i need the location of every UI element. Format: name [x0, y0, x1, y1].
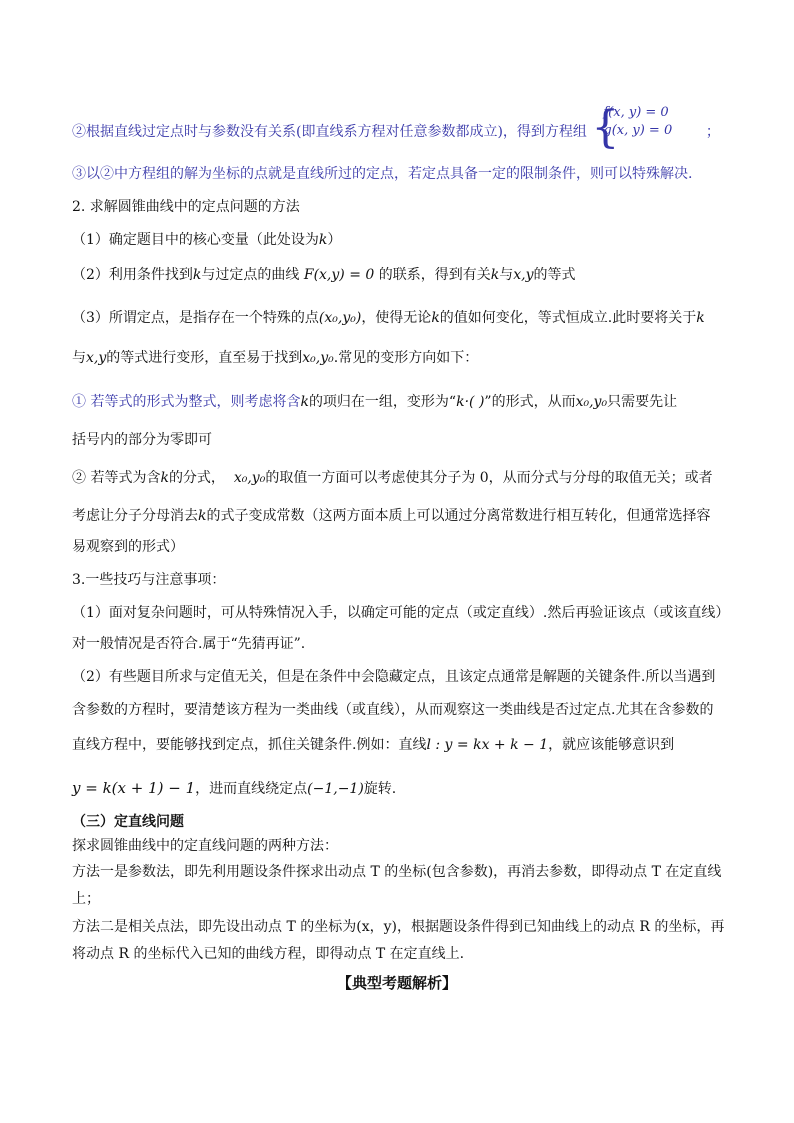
method-point-3-line1: （3）所谓定点，是指存在一个特殊的点(x₀,y₀)，使得无论k的值如何变化，等式恒成立.此时要将关于k [72, 310, 705, 326]
method-2-line1: 方法二是相关点法，即先设出动点 T 的坐标为(x，y)，根据题设条件得到已知曲线上的动点 R 的坐标，再 [72, 919, 725, 935]
method-1-line2: 上； [72, 891, 100, 907]
tip-2-line2: 含参数的方程时，要清楚该方程为一类曲线（或直线），从而观察这一类曲线是否过定点.尤其在含参数的 [72, 702, 714, 718]
section-3-title: 3.一些技巧与注意事项： [72, 572, 226, 588]
case-2-line3: 易观察到的形式） [72, 539, 184, 555]
tip-2-line1: （2）有些题目所求与定值无关，但是在条件中会隐藏定点，且该定点通常是解题的关键条件.所以当遇到 [72, 669, 716, 685]
tip-2-line3: 直线方程中，要能够找到定点，抓住关键条件.例如：直线l : y = kx + k − 1，就应该能够意识到 [72, 737, 675, 753]
method-point-3-line2: 与x,y的等式进行变形，直至易于找到x₀,y₀.常见的变形方向如下： [72, 350, 479, 366]
fixed-line-intro: 探求圆锥曲线中的定直线问题的两种方法： [72, 838, 338, 854]
case-2-line1: ② 若等式为含k的分式， x₀,y₀的取值一方面可以考虑使其分子为 0，从而分式与分母的取值无关；或者 [72, 470, 713, 486]
system-equation-2: g(x, y) = 0 [603, 123, 673, 138]
case-2-line2: 考虑让分子分母消去k的式子变成常数（这两方面本质上可以通过分离常数进行相互转化，但通常选择容 [72, 508, 711, 524]
tip-1-line2: 对一般情况是否符合.属于“先猜再证”. [72, 636, 306, 652]
system-equation-1: f(x, y) = 0 [603, 105, 669, 120]
method-1-line1: 方法一是参数法，即先利用题设条件探求出动点 T 的坐标(包含参数)，再消去参数，即得动点 T 在定直线 [72, 864, 722, 880]
section-2-title: 2. 求解圆锥曲线中的定点问题的方法 [72, 199, 300, 215]
case-1-line2: 括号内的部分为零即可 [72, 432, 212, 448]
method-2-line2: 将动点 R 的坐标代入已知的曲线方程，即得动点 T 在定直线上. [72, 946, 465, 962]
tip-2-line4: y = k(x + 1) − 1，进而直线绕定点(−1,−1)旋转. [72, 779, 397, 797]
subsection-title: （三）定直线问题 [72, 814, 184, 830]
method-point-2: （2）利用条件找到k与过定点的曲线 F(x,y) = 0 的联系，得到有关k与x,y的等式 [72, 267, 576, 283]
equation-system: { f(x, y) = 0 g(x, y) = 0 [591, 102, 673, 153]
section-heading: 【典型考题解析】 [336, 974, 457, 992]
step2-line: ②根据直线过定点时与参数没有关系(即直线系方程对任意参数都成立)，得到方程组 { f(x, y) = 0 g(x, y) = 0 ； [72, 102, 720, 153]
step2-text: ②根据直线过定点时与参数没有关系(即直线系方程对任意参数都成立)，得到方程组 [72, 124, 587, 140]
case-1-line1: ① 若等式的形式为整式，则考虑将含k的项归在一组，变形为“k·( )”的形式，从而x₀,y₀只需要先让 [72, 394, 678, 410]
method-point-1: （1）确定题目中的核心变量（此处设为k） [72, 232, 342, 248]
tip-1-line1: （1）面对复杂问题时，可从特殊情况入手，以确定可能的定点（或定直线）.然后再验证该点（或该直线） [72, 605, 730, 621]
step3-line: ③以②中方程组的解为坐标的点就是直线所过的定点，若定点具备一定的限制条件，则可以特殊解决. [72, 166, 693, 182]
